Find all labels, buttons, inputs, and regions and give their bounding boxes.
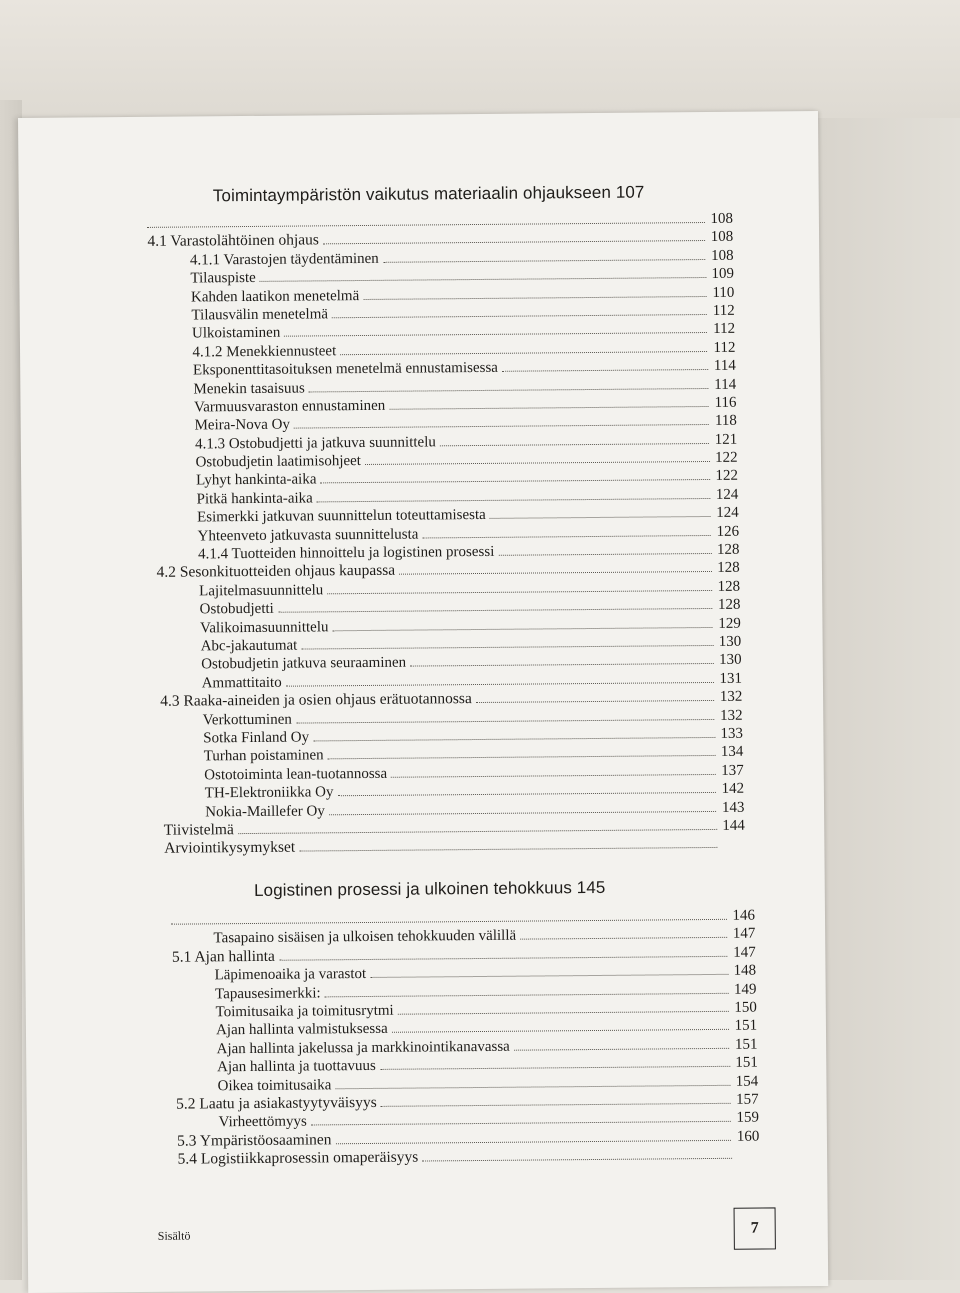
dot-leader xyxy=(313,726,715,742)
toc-entry-page: 124 xyxy=(714,486,738,505)
toc-entry-page: 151 xyxy=(734,1054,758,1073)
dot-leader xyxy=(389,395,708,410)
chapter-title: Logistinen prosessi ja ulkoinen tehokkuus 145 xyxy=(35,876,825,903)
dot-leader xyxy=(335,1129,731,1144)
toc-entry-page: 160 xyxy=(735,1127,759,1146)
toc-entry-label: Ostobudjetin laatimisohjeet xyxy=(195,452,361,472)
toc-entry-label: Ostotoiminta lean-tuotannossa xyxy=(204,765,387,785)
toc-entry-page: 114 xyxy=(712,375,736,394)
dot-leader xyxy=(325,981,729,997)
toc-list xyxy=(19,209,825,860)
toc-entry-label: 4.1.3 Ostobudjetti ja jatkuva suunnittelu xyxy=(195,433,436,454)
dot-leader xyxy=(294,413,709,429)
toc-entry-label: Tiivistelmä xyxy=(164,821,234,840)
toc-entry-label: 5.1 Ajan hallinta xyxy=(172,948,275,967)
toc-entry-page: 143 xyxy=(720,798,744,817)
toc-entry-label: Ostobudjetin jatkuva seuraaminen xyxy=(201,654,406,674)
dot-leader xyxy=(317,487,711,502)
toc-entry-page: 133 xyxy=(719,725,743,744)
dot-leader xyxy=(323,229,705,244)
toc-entry-label: 4.2 Sesonkituotteiden ohjaus kaupassa xyxy=(157,562,396,582)
dot-leader xyxy=(332,616,712,631)
dot-leader xyxy=(410,652,714,667)
toc-entry-label: Ajan hallinta valmistuksessa xyxy=(216,1020,388,1040)
toc-entry-label: Yhteenveto jatkuvasta suunnittelusta xyxy=(198,525,419,545)
dot-leader xyxy=(422,524,711,539)
toc-entry-label: Oikea toimitusaika xyxy=(218,1076,332,1095)
toc-entry-page: 149 xyxy=(732,980,756,999)
dot-leader xyxy=(320,468,710,483)
toc-entry-label: Ajan hallinta ja tuottavuus xyxy=(217,1057,376,1077)
dot-leader xyxy=(329,799,717,814)
page-number: 7 xyxy=(734,1207,776,1249)
toc-entry-label: Esimerkki jatkuvan suunnittelun toteuttamisesta xyxy=(197,506,486,527)
toc-entry-page: 128 xyxy=(716,559,740,578)
dot-leader xyxy=(383,248,706,263)
toc-entry-page: 147 xyxy=(732,943,756,962)
dot-leader xyxy=(340,340,707,355)
toc-entry-label: Ostobudjetti xyxy=(200,600,274,619)
dot-leader xyxy=(279,945,728,961)
dot-leader xyxy=(260,266,706,282)
toc-entry-label: 5.4 Logistiikkaprosessin omaperäisyys xyxy=(178,1149,419,1170)
toc-entry-page: 146 xyxy=(731,907,755,926)
toc-entry-page: 108 xyxy=(709,210,733,229)
dot-leader xyxy=(299,836,717,852)
dot-leader xyxy=(422,1147,731,1162)
toc-entry-label: Meira-Nova Oy xyxy=(194,416,290,435)
toc-section-chapter-4 xyxy=(19,181,825,860)
dot-leader xyxy=(520,926,727,940)
toc-entry-label: Ajan hallinta jakelussa ja markkinointikanavassa xyxy=(216,1037,509,1058)
dot-leader xyxy=(398,1000,729,1015)
dot-leader xyxy=(363,285,706,300)
toc-entry-page: 108 xyxy=(709,228,733,247)
toc-entry-label: 5.2 Laatu ja asiakastyytyväisyys xyxy=(176,1094,377,1114)
toc-entry-label: Tapausesimerkki: xyxy=(215,984,321,1003)
toc-section-chapter-5 xyxy=(25,876,827,1170)
dot-leader xyxy=(380,1055,730,1070)
toc-entry-label: 4.1.1 Varastojen täydentäminen xyxy=(190,250,379,270)
dot-leader xyxy=(278,597,713,613)
dot-leader xyxy=(490,505,711,519)
toc-entry-page: 132 xyxy=(719,706,743,725)
dot-leader xyxy=(301,634,713,650)
toc-entry-page: 150 xyxy=(733,999,757,1018)
toc-entry-label: Virheettömyys xyxy=(219,1113,307,1132)
toc-entry-page: 128 xyxy=(716,578,740,597)
toc-entry-page: 110 xyxy=(710,283,734,302)
toc-entry-page: 134 xyxy=(719,743,743,762)
dot-leader xyxy=(296,707,715,723)
toc-entry-page: 109 xyxy=(710,265,734,284)
toc-entry-label: 5.3 Ympäristöosaaminen xyxy=(177,1131,332,1151)
dot-leader xyxy=(370,963,728,978)
footer-label: Sisältö xyxy=(158,1229,191,1244)
dot-leader xyxy=(476,689,715,703)
toc-entry-label: 4.1.2 Menekkiennusteet xyxy=(192,342,336,362)
toc-entry-page: 116 xyxy=(712,394,736,413)
dot-leader xyxy=(332,303,707,318)
dot-leader xyxy=(147,211,705,228)
toc-entry-page: 157 xyxy=(735,1090,759,1109)
toc-list xyxy=(25,906,827,1170)
toc-entry-page: 121 xyxy=(713,430,737,449)
toc-entry-page: 108 xyxy=(710,247,734,266)
dot-leader xyxy=(392,1018,730,1033)
toc-entry-label: Verkottuminen xyxy=(203,710,292,729)
dot-leader xyxy=(502,358,708,372)
toc-entry-page: 130 xyxy=(717,633,741,652)
dot-leader xyxy=(171,908,727,925)
toc-entry-label: Lyhyt hankinta-aika xyxy=(196,471,317,490)
dot-leader xyxy=(309,377,709,392)
book-page xyxy=(18,111,828,1293)
dot-leader xyxy=(381,1092,731,1107)
toc-entry-page: 129 xyxy=(717,614,741,633)
dot-leader xyxy=(514,1037,730,1051)
toc-entry-page: 130 xyxy=(717,651,741,670)
toc-entry-page: 151 xyxy=(733,1035,757,1054)
toc-entry-page: 159 xyxy=(735,1109,759,1128)
toc-entry-label: 4.1 Varastolähtöinen ohjaus xyxy=(147,232,319,252)
toc-entry-label: Läpimenoaika ja varastot xyxy=(214,965,366,985)
toc-entry-page: 112 xyxy=(711,320,735,339)
toc-entry-label: Varmuusvaraston ennustaminen xyxy=(194,397,385,417)
dot-leader xyxy=(335,1073,730,1088)
dot-leader xyxy=(337,781,716,796)
toc-entry-page: 128 xyxy=(716,596,740,615)
toc-entry-page: 147 xyxy=(731,925,755,944)
toc-entry-label: Menekin tasaisuus xyxy=(193,379,304,398)
toc-entry-label: Abc-jakautumat xyxy=(201,637,298,656)
dot-leader xyxy=(328,744,716,759)
toc-entry-label: Turhan poistaminen xyxy=(204,747,324,766)
toc-entry-label: Ammattitaito xyxy=(202,673,282,692)
dot-leader xyxy=(311,1110,731,1126)
toc-entry-label: Ulkoistaminen xyxy=(192,324,280,343)
toc-entry-page: 122 xyxy=(714,449,738,468)
toc-entry-page: 144 xyxy=(721,817,745,836)
toc-entry-page: 132 xyxy=(718,688,742,707)
toc-entry-page: 154 xyxy=(734,1072,758,1091)
toc-entry-page: 142 xyxy=(720,780,744,799)
dot-leader xyxy=(399,560,712,575)
toc-entry-label: 4.1.4 Tuotteiden hinnoittelu ja logistinen prosessi xyxy=(198,543,494,564)
toc-entry-label: Toimitusaika ja toimitusrytmi xyxy=(215,1002,393,1022)
dot-leader xyxy=(284,321,707,337)
toc-entry-label: Sotka Finland Oy xyxy=(203,728,309,747)
toc-entry-label: Eksponenttitasoituksen menetelmä ennustamisessa xyxy=(193,359,498,380)
toc-entry-label: TH-Elektroniikka Oy xyxy=(205,783,334,803)
toc-entry-label: Lajitelmasuunnittelu xyxy=(199,581,323,600)
toc-entry-label: Nokia-Maillefer Oy xyxy=(205,802,325,821)
toc-entry-label: 4.3 Raaka-aineiden ja osien ohjaus erätuotannossa xyxy=(160,690,472,711)
toc-entry-page: 137 xyxy=(720,761,744,780)
dot-leader xyxy=(365,450,710,465)
dot-leader xyxy=(391,763,716,778)
toc-entry-page: 128 xyxy=(715,541,739,560)
toc-entry-label: Arviointikysymykset xyxy=(164,839,295,859)
toc-entry-page: 126 xyxy=(715,522,739,541)
toc-entry-label: Tilauspiste xyxy=(190,269,255,288)
dot-leader xyxy=(498,542,711,556)
toc-entry-page: 148 xyxy=(732,962,756,981)
dot-leader xyxy=(440,432,710,446)
toc-entry-label: Kahden laatikon menetelmä xyxy=(191,287,359,307)
toc-entry-page: 151 xyxy=(733,1017,757,1036)
toc-entry-page: 124 xyxy=(715,504,739,523)
background-right xyxy=(818,118,960,1280)
toc-entry-page: 114 xyxy=(712,357,736,376)
toc-entry-label: Tasapaino sisäisen ja ulkoisen tehokkuuden välillä xyxy=(213,927,516,948)
toc-entry-page: 112 xyxy=(711,302,735,321)
dot-leader xyxy=(327,579,712,594)
toc-entry-page: 112 xyxy=(711,338,735,357)
toc-entry-page: 131 xyxy=(718,669,742,688)
chapter-title: Toimintaympäristön vaikutus materiaalin ohjaukseen 107 xyxy=(39,181,819,208)
toc-entry-page: 122 xyxy=(714,467,738,486)
toc-entry-label: Valikoimasuunnittelu xyxy=(200,618,328,638)
toc-entry-label: Tilausvälin menetelmä xyxy=(191,305,328,325)
toc-entry-label: Pitkä hankinta-aika xyxy=(197,489,313,508)
dot-leader xyxy=(286,671,714,687)
toc-entry-page: 118 xyxy=(713,412,737,431)
